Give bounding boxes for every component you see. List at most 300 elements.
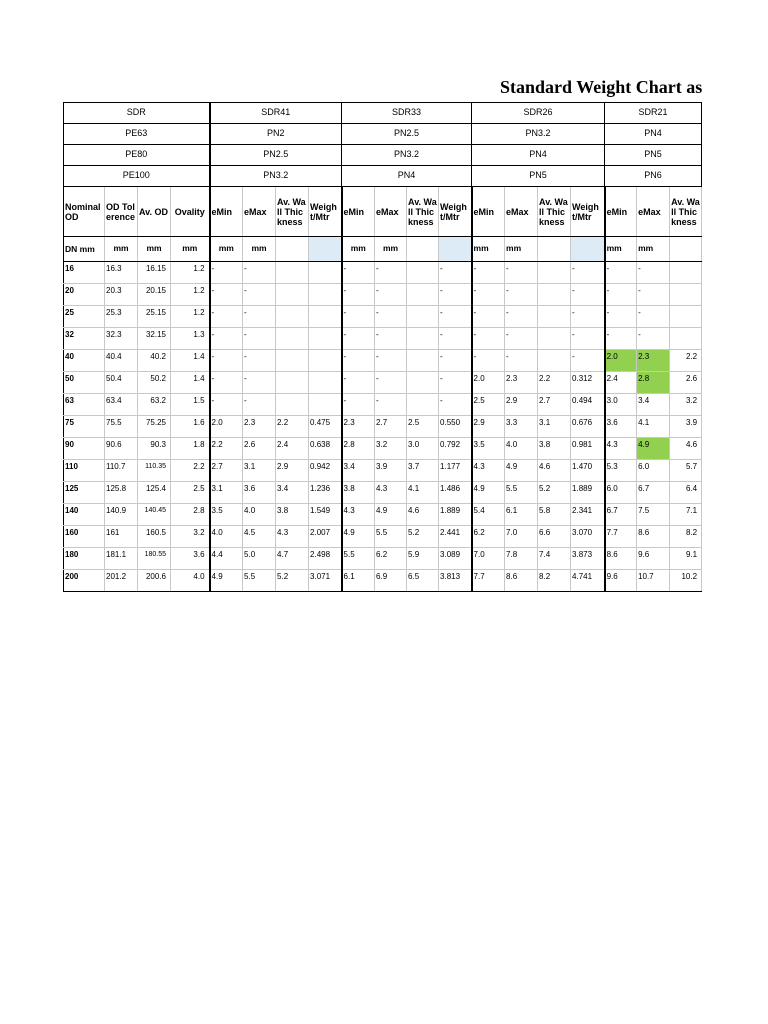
table-cell: 2.5 — [472, 394, 505, 416]
table-cell: 2.2 — [538, 372, 571, 394]
sheet-title: Standard Weight Chart as — [500, 77, 703, 97]
table-cell: - — [439, 394, 472, 416]
table-cell: 90.3 — [138, 438, 171, 460]
table-cell: 25.3 — [105, 306, 138, 328]
table-cell: 1.6 — [171, 416, 210, 438]
table-cell: 2.3 — [243, 416, 276, 438]
band-group-label: PN4 — [472, 145, 605, 166]
table-cell: - — [505, 306, 538, 328]
table-cell: 2.7 — [538, 394, 571, 416]
table-cell: 90 — [64, 438, 105, 460]
table-cell: 140.9 — [105, 504, 138, 526]
table-cell: 3.6 — [605, 416, 637, 438]
table-cell: - — [505, 262, 538, 284]
table-cell — [407, 328, 439, 350]
table-cell — [670, 262, 702, 284]
table-cell: - — [571, 284, 605, 306]
table-cell: 2.2 — [670, 350, 702, 372]
table-cell: 1.8 — [171, 438, 210, 460]
table-cell: 125 — [64, 482, 105, 504]
column-header: Weight/Mtr — [309, 187, 342, 237]
table-cell — [309, 394, 342, 416]
table-cell: 50 — [64, 372, 105, 394]
table-cell: 32.3 — [105, 328, 138, 350]
table-cell: 3.5 — [210, 504, 243, 526]
unit-cell: mm — [505, 237, 538, 262]
table-cell: 6.7 — [637, 482, 670, 504]
table-cell: 3.4 — [276, 482, 309, 504]
table-cell: 201.2 — [105, 570, 138, 592]
table-row — [64, 394, 702, 416]
column-header: Ovality — [171, 187, 210, 237]
table-cell: 8.6 — [605, 548, 637, 570]
table-row — [64, 262, 702, 284]
band-group-label: SDR41 — [210, 103, 342, 124]
table-cell: 2.2 — [276, 416, 309, 438]
table-cell: 2.3 — [637, 350, 670, 372]
table-cell: 3.8 — [538, 438, 571, 460]
table-cell: - — [472, 350, 505, 372]
table-cell: 5.5 — [243, 570, 276, 592]
table-cell: 7.0 — [505, 526, 538, 548]
table-cell: - — [505, 284, 538, 306]
column-header: Av. Wall Thickness — [407, 187, 439, 237]
table-cell: 9.1 — [670, 548, 702, 570]
table-cell: 4.3 — [342, 504, 375, 526]
table-cell: 8.2 — [670, 526, 702, 548]
table-cell: 2.8 — [342, 438, 375, 460]
table-cell: 4.9 — [210, 570, 243, 592]
table-cell: 7.0 — [472, 548, 505, 570]
table-cell: 6.2 — [375, 548, 407, 570]
table-cell: 3.0 — [605, 394, 637, 416]
table-cell: - — [439, 328, 472, 350]
table-cell: 1.3 — [171, 328, 210, 350]
table-cell: 6.5 — [407, 570, 439, 592]
table-cell: 140 — [64, 504, 105, 526]
table-cell: - — [342, 284, 375, 306]
table-cell: - — [375, 284, 407, 306]
band-label: PE63 — [64, 124, 210, 145]
table-cell: - — [439, 284, 472, 306]
table-cell: - — [375, 306, 407, 328]
table-cell: 0.981 — [571, 438, 605, 460]
band-label: SDR — [64, 103, 210, 124]
table-cell: 20.15 — [138, 284, 171, 306]
table-cell: 1.889 — [439, 504, 472, 526]
table-cell: 7.7 — [472, 570, 505, 592]
table-cell: 1.486 — [439, 482, 472, 504]
table-cell: 2.0 — [472, 372, 505, 394]
table-cell: 6.7 — [605, 504, 637, 526]
table-cell: 4.0 — [505, 438, 538, 460]
table-cell — [670, 284, 702, 306]
band-group-label: PN2.5 — [342, 124, 472, 145]
band-group-label: PN2.5 — [210, 145, 342, 166]
table-cell: 5.7 — [670, 460, 702, 482]
table-cell: 3.2 — [670, 394, 702, 416]
table-cell — [407, 394, 439, 416]
table-cell: 2.6 — [243, 438, 276, 460]
table-cell: 25.15 — [138, 306, 171, 328]
table-cell: 2.0 — [210, 416, 243, 438]
table-cell: 5.5 — [342, 548, 375, 570]
table-cell: 6.1 — [342, 570, 375, 592]
units-row — [64, 237, 702, 262]
table-row — [64, 350, 702, 372]
unit-cell — [670, 237, 702, 262]
table-cell: 2.9 — [276, 460, 309, 482]
table-cell — [407, 262, 439, 284]
table-cell — [276, 328, 309, 350]
table-cell: 4.9 — [505, 460, 538, 482]
column-header: eMax — [505, 187, 538, 237]
table-cell: 4.0 — [210, 526, 243, 548]
table-cell: 4.741 — [571, 570, 605, 592]
table-row — [64, 306, 702, 328]
table-cell — [309, 328, 342, 350]
table-cell: - — [210, 284, 243, 306]
table-cell: 3.4 — [342, 460, 375, 482]
table-cell: 5.8 — [538, 504, 571, 526]
table-cell: 0.792 — [439, 438, 472, 460]
table-cell — [407, 284, 439, 306]
table-cell: 1.2 — [171, 262, 210, 284]
unit-cell: mm — [375, 237, 407, 262]
table-cell: 4.9 — [472, 482, 505, 504]
table-cell: 0.475 — [309, 416, 342, 438]
table-cell: - — [243, 372, 276, 394]
table-cell: 3.873 — [571, 548, 605, 570]
table-cell: 7.7 — [605, 526, 637, 548]
table-cell — [276, 284, 309, 306]
table-cell: 110.7 — [105, 460, 138, 482]
table-cell: - — [605, 328, 637, 350]
table-cell: 3.1 — [210, 482, 243, 504]
table-cell: 2.8 — [637, 372, 670, 394]
table-cell: 5.5 — [505, 482, 538, 504]
table-cell: 4.1 — [407, 482, 439, 504]
table-cell: 50.2 — [138, 372, 171, 394]
column-header: eMax — [637, 187, 670, 237]
table-cell: - — [210, 394, 243, 416]
table-cell: - — [375, 350, 407, 372]
column-header: Nominal OD — [64, 187, 105, 237]
table-cell: 3.9 — [375, 460, 407, 482]
table-cell: 3.6 — [243, 482, 276, 504]
table-cell — [407, 306, 439, 328]
table-row — [64, 504, 702, 526]
table-cell: 6.9 — [375, 570, 407, 592]
table-cell: 4.3 — [375, 482, 407, 504]
table-cell: 2.341 — [571, 504, 605, 526]
table-cell: - — [605, 306, 637, 328]
table-cell: 3.8 — [276, 504, 309, 526]
table-row — [64, 548, 702, 570]
table-cell: 3.071 — [309, 570, 342, 592]
table-cell: 1.177 — [439, 460, 472, 482]
table-cell: 2.7 — [375, 416, 407, 438]
table-row — [64, 482, 702, 504]
table-cell: 10.2 — [670, 570, 702, 592]
unit-cell — [571, 237, 605, 262]
table-cell: 2.9 — [472, 416, 505, 438]
table-cell — [538, 262, 571, 284]
table-cell: 180 — [64, 548, 105, 570]
column-header: Av. Wall Thickness — [538, 187, 571, 237]
table-cell: - — [210, 262, 243, 284]
table-cell: 1.4 — [171, 350, 210, 372]
table-cell — [538, 328, 571, 350]
table-cell: - — [375, 262, 407, 284]
table-cell: 7.4 — [538, 548, 571, 570]
table-cell: 5.2 — [538, 482, 571, 504]
table-cell: 0.676 — [571, 416, 605, 438]
column-header: eMin — [472, 187, 505, 237]
unit-cell: mm — [605, 237, 637, 262]
table-cell: - — [505, 328, 538, 350]
table-cell: - — [375, 394, 407, 416]
table-cell: - — [439, 350, 472, 372]
table-cell — [670, 328, 702, 350]
table-cell: - — [472, 306, 505, 328]
table-cell: - — [210, 306, 243, 328]
table-cell: 2.0 — [605, 350, 637, 372]
table-cell: 0.942 — [309, 460, 342, 482]
table-cell: 1.549 — [309, 504, 342, 526]
table-cell: 4.9 — [375, 504, 407, 526]
table-cell: 4.3 — [276, 526, 309, 548]
band-group-label: PN2 — [210, 124, 342, 145]
band-group-label: PN3.2 — [210, 166, 342, 187]
table-cell: 2.441 — [439, 526, 472, 548]
table-cell: 7.1 — [670, 504, 702, 526]
table-cell: 4.0 — [171, 570, 210, 592]
table-cell: - — [243, 350, 276, 372]
band-group-label: PN5 — [472, 166, 605, 187]
band-row — [64, 103, 702, 124]
table-cell: 3.2 — [171, 526, 210, 548]
table-cell: 3.7 — [407, 460, 439, 482]
table-cell: - — [439, 372, 472, 394]
band-group-label: PN3.2 — [342, 145, 472, 166]
column-header: Av. Wall Thickness — [276, 187, 309, 237]
table-cell: 1.236 — [309, 482, 342, 504]
table-cell: 125.4 — [138, 482, 171, 504]
table-cell: 3.1 — [243, 460, 276, 482]
table-row — [64, 328, 702, 350]
unit-cell — [538, 237, 571, 262]
table-cell: 3.5 — [472, 438, 505, 460]
table-cell — [309, 350, 342, 372]
table-cell: 6.2 — [472, 526, 505, 548]
table-cell: 2.9 — [505, 394, 538, 416]
table-cell: 200 — [64, 570, 105, 592]
unit-cell — [276, 237, 309, 262]
table-cell: 4.9 — [342, 526, 375, 548]
table-row — [64, 570, 702, 592]
table-cell: 32 — [64, 328, 105, 350]
table-cell: 2.2 — [210, 438, 243, 460]
table-cell: 5.4 — [472, 504, 505, 526]
table-cell: 180.55 — [138, 548, 171, 570]
table-cell: 110 — [64, 460, 105, 482]
table-cell — [276, 394, 309, 416]
table-cell: - — [439, 262, 472, 284]
table-cell: 50.4 — [105, 372, 138, 394]
table-cell: 63.4 — [105, 394, 138, 416]
table-cell: 63.2 — [138, 394, 171, 416]
table-cell — [538, 284, 571, 306]
table-cell: 160 — [64, 526, 105, 548]
table-cell: 161 — [105, 526, 138, 548]
table-cell: 125.8 — [105, 482, 138, 504]
table-cell: 2.5 — [171, 482, 210, 504]
table-cell: 110.35 — [138, 460, 171, 482]
table-cell: - — [605, 284, 637, 306]
unit-cell: mm — [243, 237, 276, 262]
table-cell: 6.6 — [538, 526, 571, 548]
table-cell: 1.2 — [171, 306, 210, 328]
table-cell — [309, 284, 342, 306]
table-row — [64, 438, 702, 460]
unit-cell: mm — [472, 237, 505, 262]
unit-cell — [407, 237, 439, 262]
table-cell: 2.8 — [171, 504, 210, 526]
table-cell: - — [243, 328, 276, 350]
table-cell: - — [439, 306, 472, 328]
band-row — [64, 124, 702, 145]
table-cell: 2.5 — [407, 416, 439, 438]
column-header: eMax — [375, 187, 407, 237]
table-cell: - — [342, 328, 375, 350]
table-cell: 3.089 — [439, 548, 472, 570]
band-row — [64, 145, 702, 166]
table-row — [64, 526, 702, 548]
table-cell — [309, 372, 342, 394]
table-cell: 1.2 — [171, 284, 210, 306]
column-header: OD Tolerence — [105, 187, 138, 237]
table-cell: - — [571, 350, 605, 372]
table-cell: 1.470 — [571, 460, 605, 482]
band-group-label: PN5 — [605, 145, 702, 166]
band-group-label: PN6 — [605, 166, 702, 187]
table-cell: 40.2 — [138, 350, 171, 372]
table-cell: 16 — [64, 262, 105, 284]
table-cell: - — [472, 284, 505, 306]
table-cell — [276, 372, 309, 394]
unit-cell — [439, 237, 472, 262]
table-cell: 63 — [64, 394, 105, 416]
table-cell: - — [243, 306, 276, 328]
column-header: Weight/Mtr — [571, 187, 605, 237]
table-cell: - — [505, 350, 538, 372]
table-cell: 4.9 — [637, 438, 670, 460]
table-cell: 3.070 — [571, 526, 605, 548]
table-cell: 8.6 — [637, 526, 670, 548]
table-cell: 0.312 — [571, 372, 605, 394]
table-cell: 25 — [64, 306, 105, 328]
table-cell: - — [342, 372, 375, 394]
table-cell: 3.4 — [637, 394, 670, 416]
table-cell: 2.498 — [309, 548, 342, 570]
table-cell: 40.4 — [105, 350, 138, 372]
table-cell: 1.5 — [171, 394, 210, 416]
table-cell: 3.3 — [505, 416, 538, 438]
table-cell: 10.7 — [637, 570, 670, 592]
table-cell: 3.6 — [171, 548, 210, 570]
table-cell: 9.6 — [605, 570, 637, 592]
table-cell: 3.813 — [439, 570, 472, 592]
table-cell: 5.3 — [605, 460, 637, 482]
table-cell: 5.2 — [276, 570, 309, 592]
table-cell: - — [637, 284, 670, 306]
table-cell: 6.0 — [637, 460, 670, 482]
table-cell: 1.889 — [571, 482, 605, 504]
table-cell — [309, 306, 342, 328]
table-cell: 5.0 — [243, 548, 276, 570]
table-cell: 8.6 — [505, 570, 538, 592]
table-cell: 75 — [64, 416, 105, 438]
table-cell — [407, 372, 439, 394]
band-label: PE80 — [64, 145, 210, 166]
table-cell: - — [571, 306, 605, 328]
table-cell — [538, 350, 571, 372]
table-cell: 9.6 — [637, 548, 670, 570]
table-cell: 0.638 — [309, 438, 342, 460]
table-cell: 4.6 — [538, 460, 571, 482]
table-cell — [276, 262, 309, 284]
table-cell: - — [243, 284, 276, 306]
column-header: eMin — [342, 187, 375, 237]
weight-chart-table — [63, 102, 702, 592]
table-row — [64, 460, 702, 482]
table-cell: - — [472, 262, 505, 284]
table-cell: 16.15 — [138, 262, 171, 284]
table-cell: - — [375, 328, 407, 350]
table-cell: - — [472, 328, 505, 350]
column-header: Av. OD — [138, 187, 171, 237]
table-cell: 40 — [64, 350, 105, 372]
table-cell: - — [210, 372, 243, 394]
table-cell: 0.550 — [439, 416, 472, 438]
table-cell: - — [210, 350, 243, 372]
column-header: eMin — [605, 187, 637, 237]
table-row — [64, 284, 702, 306]
table-cell: 5.5 — [375, 526, 407, 548]
table-cell: - — [243, 262, 276, 284]
table-cell: 3.9 — [670, 416, 702, 438]
table-cell: 1.4 — [171, 372, 210, 394]
table-cell: 3.8 — [342, 482, 375, 504]
band-label: PE100 — [64, 166, 210, 187]
table-cell: 6.4 — [670, 482, 702, 504]
column-header: Weight/Mtr — [439, 187, 472, 237]
unit-cell: mm — [210, 237, 243, 262]
table-cell: 4.4 — [210, 548, 243, 570]
table-cell: - — [605, 262, 637, 284]
table-cell: - — [571, 262, 605, 284]
table-cell — [538, 306, 571, 328]
table-cell: - — [637, 306, 670, 328]
table-cell: 4.1 — [637, 416, 670, 438]
unit-cell: mm — [171, 237, 210, 262]
table-cell: 75.5 — [105, 416, 138, 438]
table-cell: - — [571, 328, 605, 350]
column-header: Av. Wall Thickness — [670, 187, 702, 237]
table-cell: 4.3 — [605, 438, 637, 460]
table-cell: 75.25 — [138, 416, 171, 438]
